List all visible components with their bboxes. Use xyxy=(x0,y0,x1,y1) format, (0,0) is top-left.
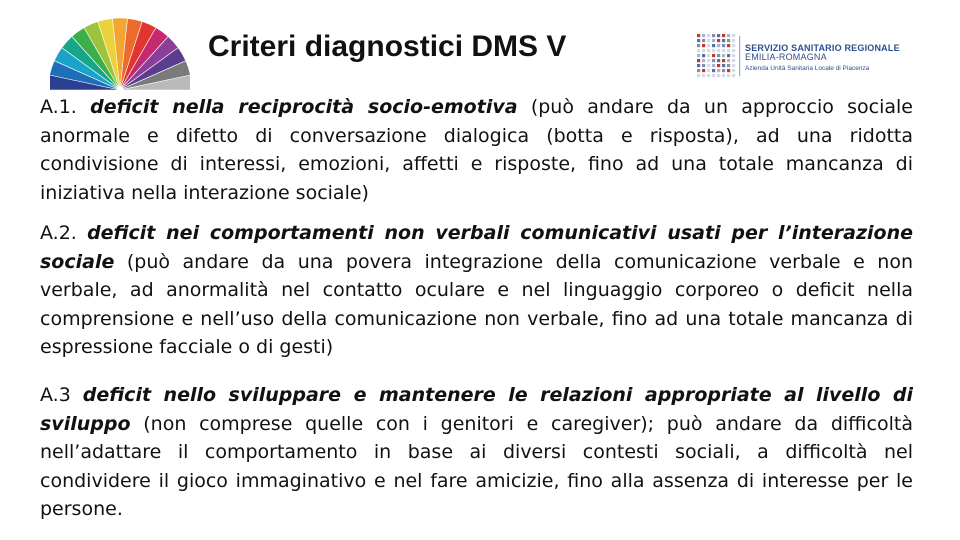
logo-dot xyxy=(732,54,735,57)
logo-dot xyxy=(727,64,730,67)
logo-dot xyxy=(732,34,735,37)
criterion-deficit: deficit nella reciprocità socio-emotiva xyxy=(90,96,518,118)
logo-dot xyxy=(712,69,715,72)
criterion-a2 xyxy=(40,219,913,362)
logo-dot xyxy=(712,64,715,67)
criterion-description: (può andare da una povera integrazione della comunicazione verbale e non verbale, ad anormalità nel contatto oculare e nel linguaggio corporeo o deficit nella comprensione e nell’uso della comunicazione non verbale, fino ad una totale mancanza di espressione facciale o di gesti) xyxy=(40,250,914,358)
logo-dot xyxy=(697,44,700,47)
logo-dot xyxy=(712,39,715,42)
logo-dot xyxy=(697,74,700,77)
logo-dot xyxy=(717,34,720,37)
criterion-code: A.3 xyxy=(40,384,71,406)
rainbow-fan-icon xyxy=(50,14,190,92)
logo-dot xyxy=(702,59,705,62)
logo-dot xyxy=(732,64,735,67)
logo-dot xyxy=(717,69,720,72)
criterion-deficit: deficit nello sviluppare e mantenere le relazioni appropriate al livello di sviluppo xyxy=(40,384,913,435)
logo-dot xyxy=(717,44,720,47)
logo-dot xyxy=(727,59,730,62)
logo-dot xyxy=(697,64,700,67)
logo-dot xyxy=(732,49,735,52)
logo-dot xyxy=(697,49,700,52)
logo-dot xyxy=(702,34,705,37)
org-name-line1: SERVIZIO SANITARIO REGIONALE xyxy=(745,43,900,53)
logo-dot xyxy=(707,59,710,62)
logo-dot xyxy=(707,39,710,42)
logo-dot xyxy=(712,44,715,47)
org-name-line2: EMILIA-ROMAGNA xyxy=(745,52,827,62)
logo-dot xyxy=(712,49,715,52)
logo-dot xyxy=(722,59,725,62)
criterion-code: A.1. xyxy=(40,96,77,118)
logo-dot xyxy=(717,64,720,67)
logo-dot xyxy=(702,69,705,72)
criterion-description: (può andare da un approccio sociale anormale e difetto di conversazione dialogica (botta e risposta), ad una ridotta condivisione di interessi, emozioni, affetti e risposte, fino ad una totale mancanza di iniziativa nella interazione sociale) xyxy=(40,96,913,204)
logo-dot xyxy=(707,54,710,57)
logo-dot xyxy=(702,44,705,47)
logo-dot xyxy=(707,74,710,77)
logo-dot xyxy=(717,59,720,62)
logo-dot xyxy=(712,34,715,37)
logo-dot xyxy=(697,34,700,37)
logo-dot xyxy=(712,74,715,77)
logo-dot xyxy=(722,49,725,52)
logo-dot xyxy=(727,54,730,57)
criterion-deficit: deficit nei comportamenti non verbali comunicativi usati per l’interazione sociale xyxy=(40,222,913,273)
logo-dot xyxy=(707,64,710,67)
logo-dot xyxy=(722,39,725,42)
logo-dot xyxy=(717,74,720,77)
logo-dot xyxy=(717,54,720,57)
criterion-a3 xyxy=(40,381,913,524)
logo-dot xyxy=(722,44,725,47)
org-name-line3: Azienda Unità Sanitaria Locale di Piacenza xyxy=(745,65,870,72)
page-title: Criteri diagnostici DMS V xyxy=(208,30,567,63)
criterion-description: (non comprese quelle con i genitori e caregiver); può andare da difficoltà nell’adattare il comportamento in base ai diversi contesti sociali, a difficoltà nel condividere il gioco immaginativo e nel fare amicizie, fino alla assenza di interesse per le persone. xyxy=(40,412,913,520)
logo-dot xyxy=(702,64,705,67)
logo-dot xyxy=(732,59,735,62)
logo-dot xyxy=(727,39,730,42)
logo-dot xyxy=(732,39,735,42)
logo-dot xyxy=(722,69,725,72)
logo-dot xyxy=(722,74,725,77)
logo-dot xyxy=(697,59,700,62)
criterion-code: A.2. xyxy=(40,222,77,244)
logo-dot xyxy=(702,74,705,77)
logo-dot xyxy=(727,44,730,47)
logo-dot xyxy=(727,34,730,37)
logo-dot xyxy=(702,54,705,57)
logo-dot xyxy=(702,49,705,52)
logo-dot xyxy=(707,69,710,72)
logo-dot xyxy=(722,34,725,37)
logo-dot xyxy=(707,44,710,47)
logo-dot xyxy=(722,54,725,57)
logo-dot xyxy=(702,39,705,42)
logo-dot xyxy=(732,44,735,47)
criterion-a1 xyxy=(40,93,913,207)
logo-dot xyxy=(707,34,710,37)
logo-dot xyxy=(697,54,700,57)
logo-dot xyxy=(712,54,715,57)
logo-dot xyxy=(697,39,700,42)
logo-dot xyxy=(732,74,735,77)
logo-dot xyxy=(732,69,735,72)
logo-dot xyxy=(707,49,710,52)
logo-dot xyxy=(697,69,700,72)
logo-dot xyxy=(727,69,730,72)
logo-dot xyxy=(717,49,720,52)
logo-dot xyxy=(727,74,730,77)
logo-dot xyxy=(722,64,725,67)
logo-dot xyxy=(727,49,730,52)
logo-dot xyxy=(712,59,715,62)
logo-dot xyxy=(717,39,720,42)
